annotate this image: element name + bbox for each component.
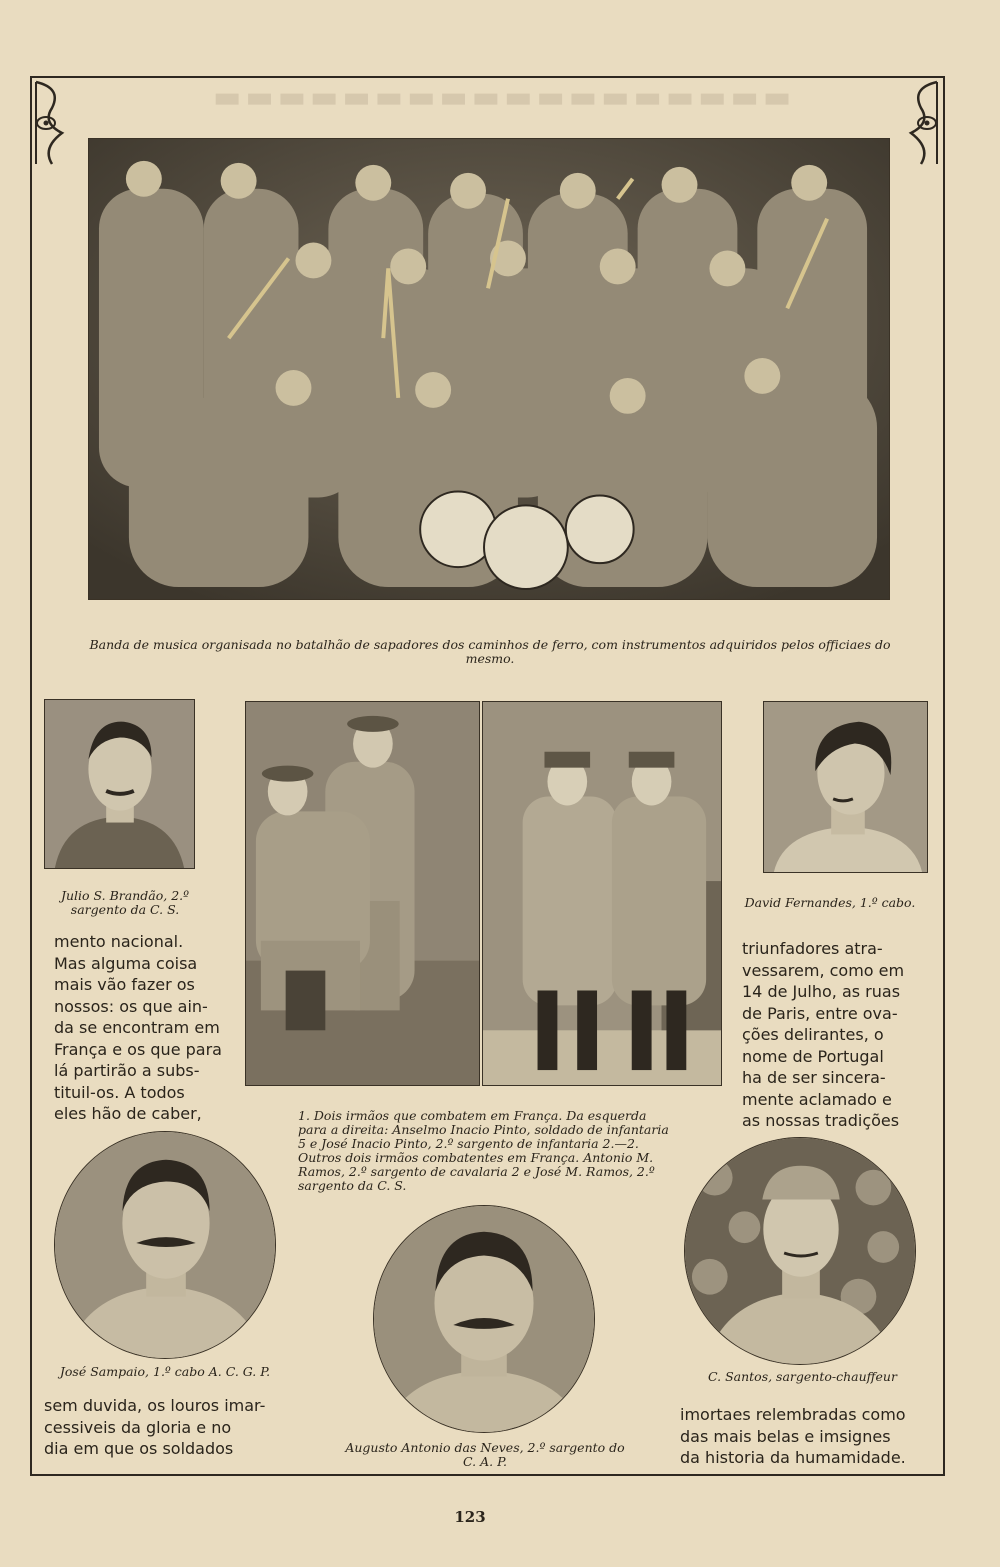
article-right-bottom: imortaes relembradas como das mais belas e imsignes da historia da humamidade. — [680, 1405, 906, 1467]
brothers-photo-2 — [482, 701, 722, 1086]
portrait-brandao — [44, 699, 195, 869]
page-number: 123 — [454, 1508, 486, 1526]
article-left-top: mento nacional. Mas alguma coisa mais vão fazer os nossos: os que ain- da se encontram em França e os que para lá partirão a subs- tituil-os. A todos eles hão de caber, — [54, 932, 222, 1123]
caption-fernandes: David Fernandes, 1.º cabo. — [744, 895, 916, 910]
caption-neves: Augusto Antonio das Neves, 2.º sargento do C. A. P. — [345, 1440, 625, 1469]
article-left-bottom: sem duvida, os louros imar- cessiveis da gloria e no dia em que os soldados — [44, 1396, 266, 1458]
ornament-left-icon — [32, 78, 68, 168]
ghost-header: ▬▬▬▬▬▬▬▬▬▬▬▬▬▬▬▬▬▬ — [208, 80, 792, 115]
band-photo-caption: Banda de musica organisada no batalhão de sapadores dos caminhos de ferro, com instrumentos adquiridos pelos officiaes do mesmo. — [89, 637, 891, 666]
portrait-sampaio — [54, 1131, 276, 1359]
band-photo — [88, 138, 890, 600]
caption-brandao: Julio S. Brandão, 2.º sargento da C. S. — [60, 888, 189, 917]
portrait-fernandes — [763, 701, 928, 873]
brothers-caption: 1. Dois irmãos que combatem em França. Da esquerda para a direita: Anselmo Inacio Pinto, soldado de infantaria 5 e José Inacio Pinto, 2.º sargento de infantaria 2.—2. Outros dois irmãos combatentes em França. Antonio M. Ramos, 2.º sargento de cavalaria 2 e José M. Ramos, 2.º sargento da C. S. — [298, 1108, 669, 1193]
caption-sampaio: José Sampaio, 1.º cabo A. C. G. P. — [59, 1364, 271, 1379]
portrait-santos — [684, 1137, 916, 1365]
ornament-right-icon — [905, 78, 941, 168]
caption-santos: C. Santos, sargento-chauffeur — [708, 1369, 897, 1384]
article-right-top: triunfadores atra- vessarem, como em 14 de Julho, as ruas de Paris, entre ova- ções delirantes, o nome de Portugal ha de ser sincera- mente aclamado e as nossas tradições — [742, 939, 905, 1130]
brothers-photo-1 — [245, 701, 480, 1086]
portrait-neves — [373, 1205, 595, 1433]
